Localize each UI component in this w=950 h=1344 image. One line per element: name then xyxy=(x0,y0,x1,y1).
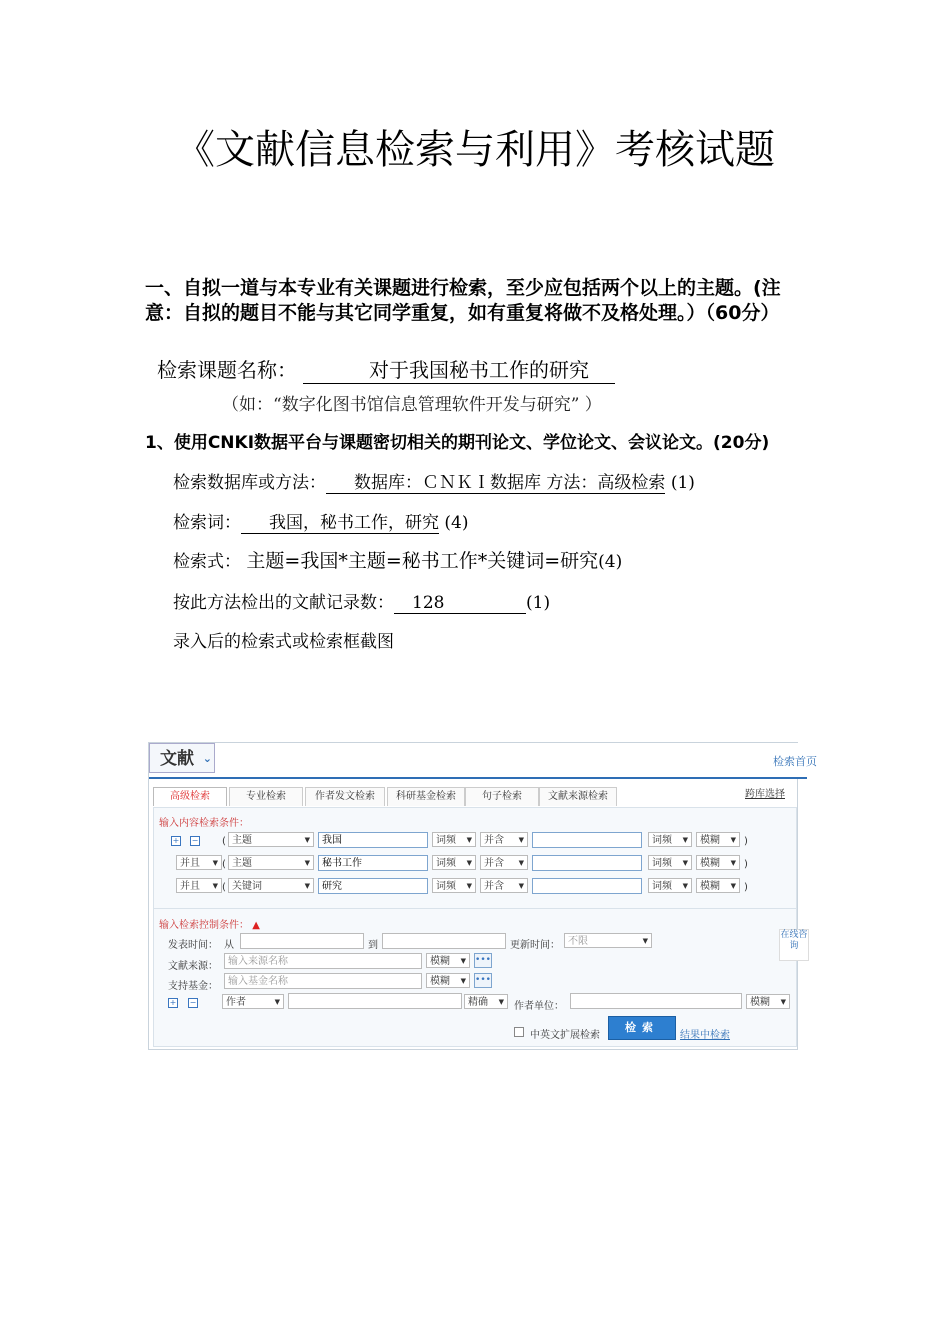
keywords-line xyxy=(173,508,469,534)
dropdown-arrow-icon: ▼ xyxy=(212,882,218,890)
dropdown-arrow-icon: ▼ xyxy=(518,836,524,844)
freq-select-1[interactable] xyxy=(432,832,476,847)
online-help-button[interactable]: 在线咨询 xyxy=(779,929,809,961)
count-score: (1) xyxy=(526,593,551,613)
remove-author-row-icon[interactable]: − xyxy=(189,998,197,1007)
to-label: 到 xyxy=(368,940,378,951)
author-field-value: 作者 xyxy=(226,997,246,1008)
search-home-link[interactable]: 检索首页 xyxy=(773,755,817,768)
term2-input-1[interactable] xyxy=(532,832,642,848)
combine-select-3-value: 并含 xyxy=(484,881,504,892)
subquestion-1: 1、使用CNKI数据平台与课题密切相关的期刊论文、学位论文、会议论文。(20分) xyxy=(145,433,770,453)
search-form xyxy=(153,807,797,1047)
topic-value: 对于我国秘书工作的研究 xyxy=(303,354,615,384)
source-more-button[interactable]: ••• xyxy=(474,953,492,968)
freq2-select-3-value: 词频 xyxy=(652,881,672,892)
screenshot-header xyxy=(149,743,817,779)
freq-select-2-value: 词频 xyxy=(436,858,456,869)
paren-open: ( xyxy=(222,859,226,870)
freq-select-3-value: 词频 xyxy=(436,881,456,892)
ext-search-checkbox[interactable] xyxy=(514,1027,524,1037)
freq-select-1-value: 词频 xyxy=(436,835,456,846)
db-logo-text: 文献 xyxy=(160,749,194,769)
freq2-select-2-value: 词频 xyxy=(652,858,672,869)
topic-example: （如：“数字化图书馆信息管理软件开发与研究” ） xyxy=(222,395,602,415)
term2-input-3[interactable] xyxy=(532,878,642,894)
paren-open: ( xyxy=(222,836,226,847)
paren-close: ) xyxy=(744,882,748,893)
dropdown-arrow-icon: ▼ xyxy=(518,882,524,890)
freq-select-2[interactable] xyxy=(432,855,476,870)
add-row-icon[interactable]: + xyxy=(172,836,180,845)
author-unit-label: 作者单位： xyxy=(514,1001,564,1012)
dropdown-arrow-icon: ▼ xyxy=(466,836,472,844)
combine-select-1-value: 并含 xyxy=(484,835,504,846)
cross-db-link[interactable]: 跨库选择 xyxy=(745,789,785,800)
remove-row-icon[interactable]: − xyxy=(191,836,199,845)
tab-advanced-search[interactable]: 高级检索 xyxy=(153,787,227,806)
dropdown-arrow-icon: ▼ xyxy=(498,998,504,1006)
screenshot-label: 录入后的检索式或检索框截图 xyxy=(173,632,394,652)
dropdown-arrow-icon: ▼ xyxy=(682,836,688,844)
keywords-score: (4) xyxy=(444,513,469,533)
search-button[interactable]: 检索 xyxy=(608,1016,676,1040)
author-unit-input[interactable] xyxy=(570,993,742,1009)
document-title: 《文献信息检索与利用》考核试题 xyxy=(175,127,775,173)
term-input-2[interactable]: 秘书工作 xyxy=(318,855,428,871)
freq-select-3[interactable] xyxy=(432,878,476,893)
count-line xyxy=(173,588,550,614)
source-label: 文献来源： xyxy=(168,961,218,972)
paren-close: ) xyxy=(744,836,748,847)
date-from-input[interactable] xyxy=(240,933,364,949)
term-input-3[interactable]: 研究 xyxy=(318,878,428,894)
tab-professional-search[interactable]: 专业检索 xyxy=(229,787,303,806)
source-input[interactable]: 输入来源名称 xyxy=(224,953,422,969)
source-match-select[interactable] xyxy=(426,953,470,968)
tab-fund-search[interactable]: 科研基金检索 xyxy=(387,787,465,806)
fund-match-select[interactable] xyxy=(426,973,470,988)
logic-select-3[interactable] xyxy=(176,878,222,893)
field-select-1-value: 主题 xyxy=(232,835,252,846)
logic-select-3-value: 并且 xyxy=(180,881,200,892)
term-input-1[interactable]: 我国 xyxy=(318,832,428,848)
database-score: (1) xyxy=(670,473,695,493)
dropdown-arrow-icon: ▼ xyxy=(274,998,280,1006)
database-value: 数据库：ＣＮＫＩ数据库 方法：高级检索 xyxy=(326,468,665,494)
add-author-row-icon[interactable]: + xyxy=(169,998,177,1007)
unit-match-select[interactable] xyxy=(746,994,790,1009)
section-divider xyxy=(154,908,796,909)
dropdown-arrow-icon: ▼ xyxy=(730,859,736,867)
topic-line xyxy=(157,354,615,384)
author-field-select[interactable] xyxy=(222,994,284,1009)
expression-value: 主题=我国*主题=秘书工作*关键词=研究 xyxy=(246,550,599,572)
match-select-3[interactable] xyxy=(696,878,740,893)
question-1: 一、自拟一道与本专业有关课题进行检索，至少应包括两个以上的主题。(注意：自拟的题目不能与其它同学重复，如有重复将做不及格处理。）（60分） xyxy=(145,277,781,324)
term2-input-2[interactable] xyxy=(532,855,642,871)
freq2-select-1-value: 词频 xyxy=(652,835,672,846)
fund-input[interactable]: 输入基金名称 xyxy=(224,973,422,989)
author-input[interactable] xyxy=(288,993,462,1009)
count-label: 按此方法检出的文献记录数： xyxy=(173,593,394,613)
dropdown-arrow-icon: ▼ xyxy=(466,859,472,867)
author-match-select[interactable] xyxy=(464,994,508,1009)
database-label: 检索数据库或方法： xyxy=(173,473,326,493)
expression-score: (4) xyxy=(598,552,623,572)
field-select-3-value: 关键词 xyxy=(232,881,262,892)
source-match-value: 模糊 xyxy=(430,956,450,967)
dropdown-arrow-icon: ▼ xyxy=(730,882,736,890)
tab-author-search[interactable]: 作者发文检索 xyxy=(305,787,385,806)
paren-close: ) xyxy=(744,859,748,870)
fund-label: 支持基金： xyxy=(168,981,218,992)
cnki-search-screenshot xyxy=(148,742,817,1050)
result-search-link[interactable]: 结果中检索 xyxy=(680,1030,730,1041)
dropdown-arrow-icon: ▼ xyxy=(460,977,466,985)
topic-label: 检索课题名称： xyxy=(157,358,297,382)
combine-select-3[interactable] xyxy=(480,878,528,893)
dropdown-arrow-icon: ▼ xyxy=(304,859,310,867)
tab-source-search[interactable]: 文献来源检索 xyxy=(539,787,617,806)
freq2-select-2[interactable] xyxy=(648,855,692,870)
field-select-2-value: 主题 xyxy=(232,858,252,869)
match-select-1[interactable] xyxy=(696,832,740,847)
match-select-2[interactable] xyxy=(696,855,740,870)
chevron-down-icon: ⌄ xyxy=(202,752,212,765)
dropdown-arrow-icon: ▼ xyxy=(518,859,524,867)
field-select-1[interactable] xyxy=(228,832,314,847)
combine-select-2[interactable] xyxy=(480,855,528,870)
control-section-text: 输入检索控制条件： xyxy=(159,920,249,931)
from-label: 从 xyxy=(224,940,234,951)
unit-match-value: 模糊 xyxy=(750,997,770,1008)
freq2-select-3[interactable] xyxy=(648,878,692,893)
database-line xyxy=(173,468,695,494)
date-to-input[interactable] xyxy=(382,933,506,949)
logic-select-2-value: 并且 xyxy=(180,858,200,869)
combine-select-2-value: 并含 xyxy=(484,858,504,869)
freq2-select-1[interactable] xyxy=(648,832,692,847)
dropdown-arrow-icon: ▼ xyxy=(780,998,786,1006)
fund-match-value: 模糊 xyxy=(430,976,450,987)
dropdown-arrow-icon: ▼ xyxy=(730,836,736,844)
dropdown-arrow-icon: ▼ xyxy=(642,937,648,945)
author-match-value: 精确 xyxy=(468,997,488,1008)
match-select-2-value: 模糊 xyxy=(700,858,720,869)
content-section-label: 输入内容检索条件： xyxy=(159,818,249,829)
logic-select-2[interactable] xyxy=(176,855,222,870)
count-value: 128 xyxy=(394,593,526,614)
dropdown-arrow-icon: ▼ xyxy=(304,882,310,890)
fund-more-button[interactable]: ••• xyxy=(474,973,492,988)
tab-sentence-search[interactable]: 句子检索 xyxy=(465,787,539,806)
dropdown-arrow-icon: ▼ xyxy=(466,882,472,890)
combine-select-1[interactable] xyxy=(480,832,528,847)
pub-time-label: 发表时间： xyxy=(168,940,218,951)
match-select-3-value: 模糊 xyxy=(700,881,720,892)
keywords-label: 检索词： xyxy=(173,513,241,533)
ext-search-label: 中英文扩展检索 xyxy=(530,1030,600,1041)
keywords-value: 我国，秘书工作，研究 xyxy=(241,508,439,534)
control-section-label xyxy=(159,916,260,931)
update-time-value: 不限 xyxy=(568,936,588,947)
paren-open: ( xyxy=(222,882,226,893)
dropdown-arrow-icon: ▼ xyxy=(460,957,466,965)
db-logo[interactable] xyxy=(149,743,215,773)
expression-label: 检索式： xyxy=(173,552,241,572)
expression-line xyxy=(173,546,622,573)
field-select-3[interactable] xyxy=(228,878,314,893)
dropdown-arrow-icon: ▼ xyxy=(212,859,218,867)
match-select-1-value: 模糊 xyxy=(700,835,720,846)
update-time-label: 更新时间： xyxy=(510,940,560,951)
dropdown-arrow-icon: ▼ xyxy=(304,836,310,844)
collapse-up-icon[interactable]: ▲ xyxy=(252,920,260,931)
update-time-select[interactable] xyxy=(564,933,652,948)
dropdown-arrow-icon: ▼ xyxy=(682,882,688,890)
dropdown-arrow-icon: ▼ xyxy=(682,859,688,867)
field-select-2[interactable] xyxy=(228,855,314,870)
